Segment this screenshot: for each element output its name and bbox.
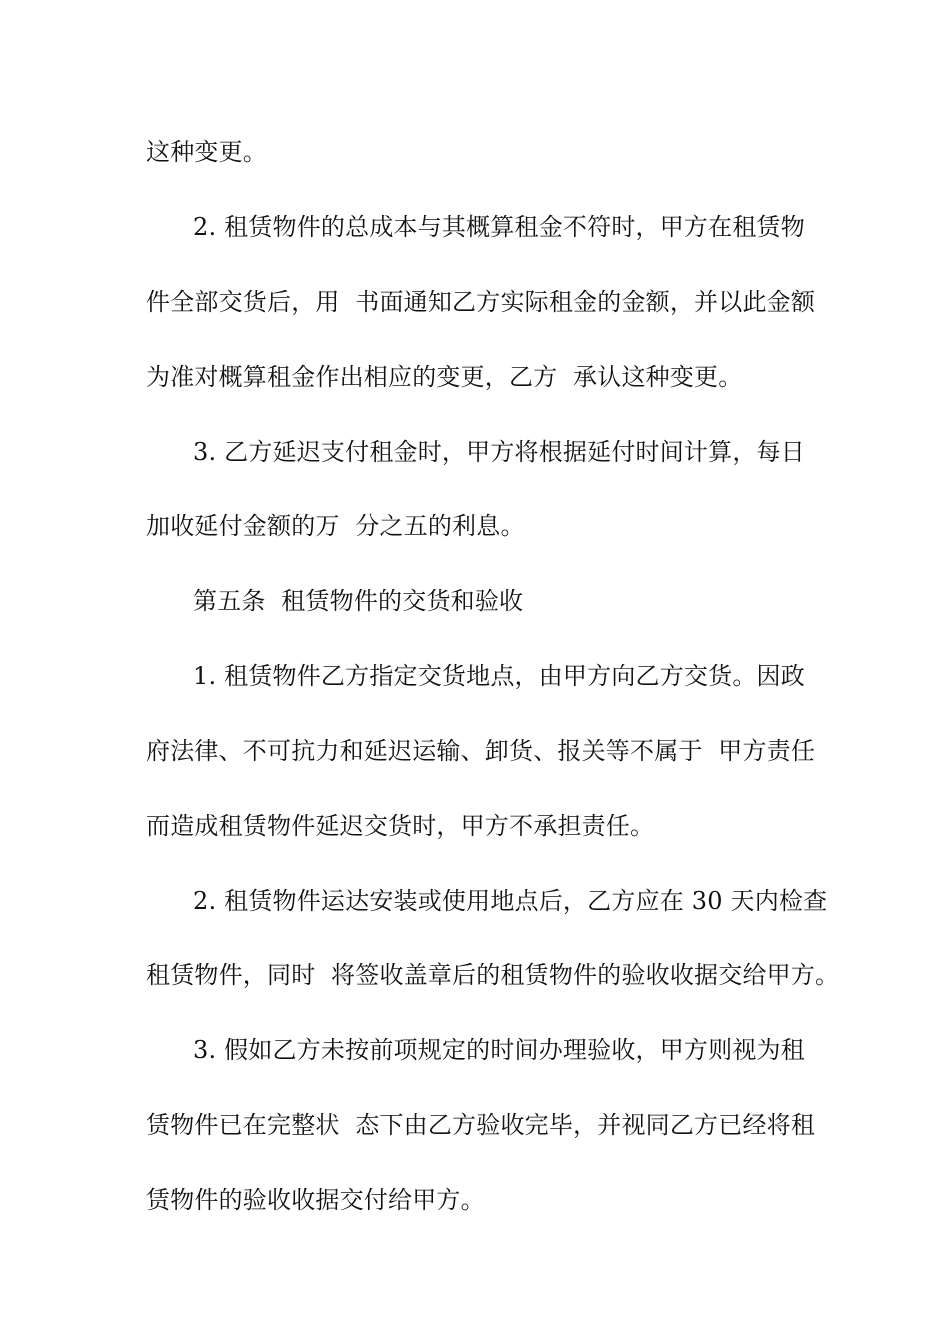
text-line: 加收延付金额的万 分之五的利息。 [146, 512, 525, 540]
text-line: 这种变更。 [146, 138, 267, 166]
text-line: 3. 乙方延迟支付租金时，甲方将根据延付时间计算，每日 [193, 438, 805, 466]
text-line: 赁物件的验收收据交付给甲方。 [146, 1186, 485, 1214]
text-line: 3. 假如乙方未按前项规定的时间办理验收，甲方则视为租 [193, 1036, 805, 1064]
text-line: 租赁物件，同时 将签收盖章后的租赁物件的验收收据交给甲方。 [146, 961, 840, 989]
text-line: 而造成租赁物件延迟交货时，甲方不承担责任。 [146, 812, 655, 840]
text-line: 件全部交货后，用 书面通知乙方实际租金的金额，并以此金额 [146, 288, 816, 316]
text-line: 1. 租赁物件乙方指定交货地点，由甲方向乙方交货。因政 [193, 662, 805, 690]
section-heading: 第五条 租赁物件的交货和验收 [193, 587, 524, 615]
text-line: 府法律、不可抗力和延迟运输、卸货、报关等不属于 甲方责任 [146, 737, 816, 765]
text-line: 2. 租赁物件运达安装或使用地点后，乙方应在 30 天内检查 [193, 887, 828, 915]
text-line: 为准对概算租金作出相应的变更，乙方 承认这种变更。 [146, 363, 743, 391]
text-line: 2. 租赁物件的总成本与其概算租金不符时，甲方在租赁物 [193, 213, 805, 241]
text-line: 赁物件已在完整状 态下由乙方验收完毕，并视同乙方已经将租 [146, 1111, 816, 1139]
